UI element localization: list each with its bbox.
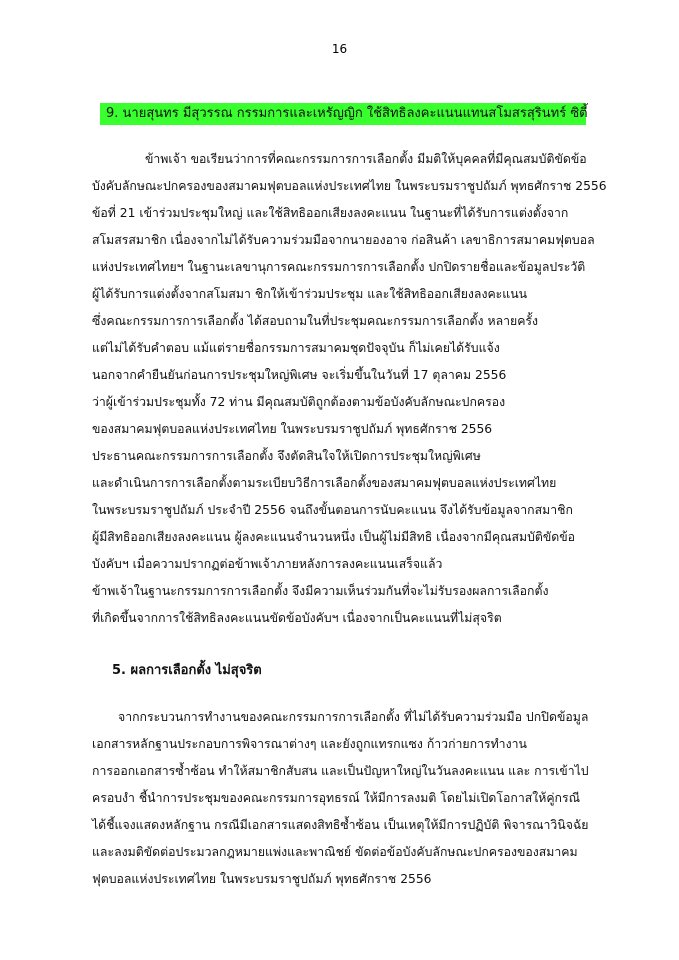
- paragraph-line: บังคับฯ เมื่อความปรากฏต่อข้าพเจ้าภายหลังการลงคะแนนเสร็จแล้ว: [92, 557, 443, 571]
- highlighted-heading: 9. นายสุนทร มีสุวรรณ กรรมการและเหรัญญิก ใช้สิทธิลงคะแนนแทนสโมสรสุรินทร์ ซิตี้: [100, 103, 586, 125]
- paragraph-line: นอกจากคำยืนยันก่อนการประชุมใหญ่พิเศษ จะเริ่มขึ้นในวันที่ 17 ตุลาคม 2556: [92, 368, 507, 382]
- paragraph-line: ผู้ได้รับการแต่งตั้งจากสโมสมา ชิกให้เข้าร่วมประชุม และใช้สิทธิออกเสียงลงคะแนน: [92, 287, 528, 301]
- paragraph-line: ได้ชี้แจงแสดงหลักฐาน กรณีมีเอกสารแสดงสิทธิซ้ำซ้อน เป็นเหตุให้มีการปฏิบัติ พิจารณาวินิจฉัย: [92, 818, 589, 832]
- paragraph-line: ในพระบรมราชูปถัมภ์ ประจำปี 2556 จนถึงขั้นตอนการนับคะแนน จึงได้รับข้อมูลจากสมาชิก: [92, 503, 573, 517]
- paragraph-line: ผู้มีสิทธิออกเสียงลงคะแนน ผู้ลงคะแนนจำนวนหนึ่ง เป็นผู้ไม่มีสิทธิ เนื่องจากมีคุณสมบัติขัดข้อ: [92, 530, 576, 544]
- paragraph-line: ว่าผู้เข้าร่วมประชุมทั้ง 72 ท่าน มีคุณสมบัติถูกต้องตามข้อบังคับลักษณะปกครอง: [92, 395, 506, 409]
- paragraph-line: สโมสรสมาชิก เนื่องจากไม่ได้รับความร่วมมือจากนายองอาจ ก่อสินค้า เลขาธิการสมาคมฟุตบอล: [92, 233, 595, 247]
- paragraph-line: เอกสารหลักฐานประกอบการพิจารณาต่างๆ และยังถูกแทรกแซง ก้าวก่ายการทำงาน: [92, 737, 527, 751]
- paragraph-line: ครอบงำ ชี้นำการประชุมของคณะกรรมการอุทธรณ์ ให้มีการลงมติ โดยไม่เปิดโอกาสให้คู่กรณี: [92, 791, 581, 805]
- paragraph-line: ฟุตบอลแห่งประเทศไทย ในพระบรมราชูปถัมภ์ พุทธศักราช 2556: [92, 872, 432, 886]
- paragraph-line: จากกระบวนการทำงานของคณะกรรมการการเลือกตั้ง ที่ไม่ได้รับความร่วมมือ ปกปิดข้อมูล: [118, 710, 589, 724]
- paragraph-line: และดำเนินการการเลือกตั้งตามระเบียบวิธีการเลือกตั้งของสมาคมฟุตบอลแห่งประเทศไทย: [92, 476, 557, 490]
- paragraph-line: ข้าพเจ้าในฐานะกรรมการการเลือกตั้ง จึงมีความเห็นร่วมกันที่จะไม่รับรองผลการเลือกตั้ง: [92, 584, 549, 598]
- paragraph-line: การออกเอกสารซ้ำซ้อน ทำให้สมาชิกสับสน และเป็นปัญหาใหญ่ในวันลงคะแนน และ การเข้าไป: [92, 764, 589, 778]
- paragraph-line: บังคับลักษณะปกครองของสมาคมฟุตบอลแห่งประเทศไทย ในพระบรมราชูปถัมภ์ พุทธศักราช 2556: [92, 179, 607, 193]
- paragraph-line: ประธานคณะกรรมการการเลือกตั้ง จึงตัดสินใจให้เปิดการประชุมใหญ่พิเศษ: [92, 449, 481, 463]
- paragraph-line: ที่เกิดขึ้นจากการใช้สิทธิลงคะแนนขัดข้อบังคับฯ เนื่องจากเป็นคะแนนที่ไม่สุจริต: [92, 611, 502, 625]
- paragraph-line: ซึ่งคณะกรรมการการเลือกตั้ง ได้สอบถามในที่ประชุมคณะกรรมการเลือกตั้ง หลายครั้ง: [92, 314, 539, 328]
- paragraph-line: และลงมติขัดต่อประมวลกฎหมายแพ่งและพาณิชย์ ขัดต่อข้อบังคับลักษณะปกครองของสมาคม: [92, 845, 578, 859]
- paragraph-line: ของสมาคมฟุตบอลแห่งประเทศไทย ในพระบรมราชูปถัมภ์ พุทธศักราช 2556: [92, 422, 493, 436]
- paragraph-line: ข้าพเจ้า ขอเรียนว่าการที่คณะกรรมการการเลือกตั้ง มีมติให้บุคคลที่มีคุณสมบัติขัดข้อ: [145, 152, 587, 166]
- paragraph-line: แต่ไม่ได้รับคำตอบ แม้แต่รายชื่อกรรมการสมาคมชุดปัจจุบัน ก็ไม่เคยได้รับแจ้ง: [92, 341, 500, 355]
- paragraph-line: แห่งประเทศไทยฯ ในฐานะเลขานุการคณะกรรมการการเลือกตั้ง ปกปิดรายชื่อและข้อมูลประวัติ: [92, 260, 586, 274]
- section-heading: 5. ผลการเลือกตั้ง ไม่สุจริต: [112, 663, 262, 678]
- page-number: 16: [331, 42, 348, 56]
- paragraph-line: ข้อที่ 21 เข้าร่วมประชุมใหญ่ และใช้สิทธิออกเสียงลงคะแนน ในฐานะที่ได้รับการแต่งตั้งจาก: [92, 206, 569, 220]
